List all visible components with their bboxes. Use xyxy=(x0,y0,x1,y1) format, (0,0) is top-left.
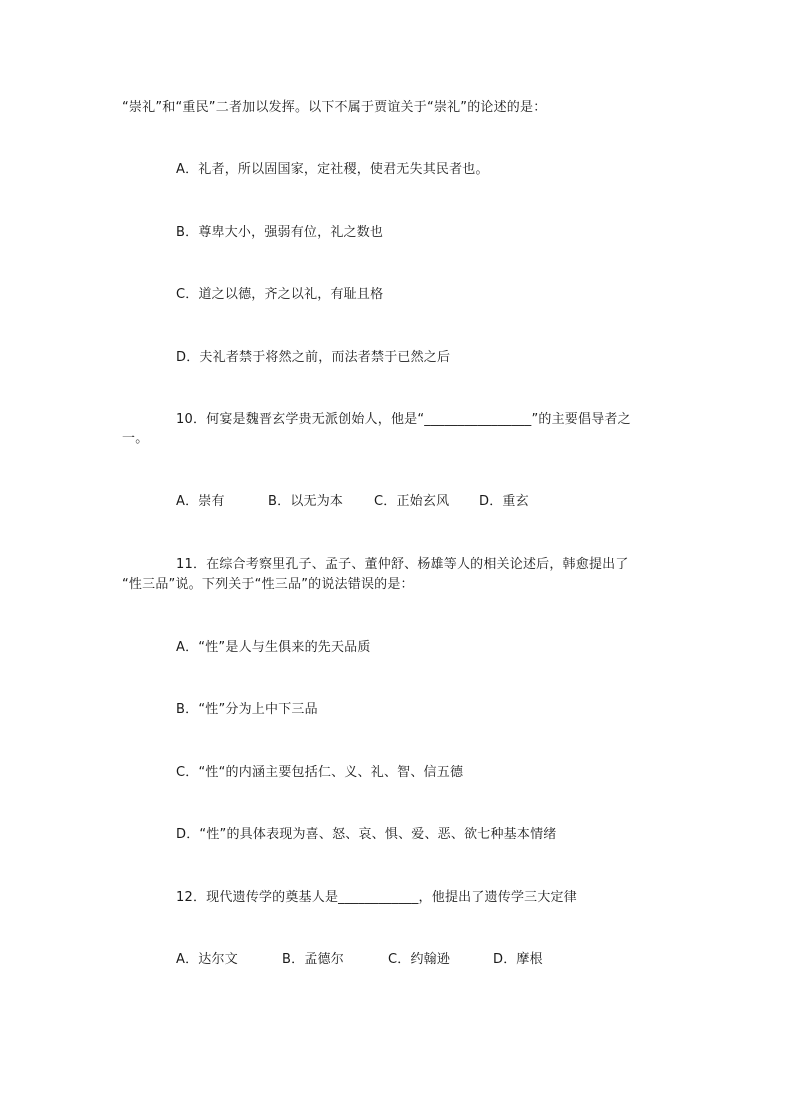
q9-option-a: A．礼者，所以固国家，定社稷，使君无失其民者也。 xyxy=(176,162,489,177)
q12-option-b: B．孟德尔 xyxy=(282,952,344,967)
q10-option-b: B．以无为本 xyxy=(268,494,344,509)
q11-stem-line1: 11．在综合考察里孔子、孟子、董仲舒、杨雄等人的相关论述后，韩愈提出了 xyxy=(176,557,629,572)
q10-option-d: D．重玄 xyxy=(479,494,529,509)
q12-option-c: C．约翰逊 xyxy=(388,952,451,967)
q9-option-d: D．夫礼者禁于将然之前，而法者禁于已然之后 xyxy=(176,350,451,365)
q12-options-row xyxy=(176,952,543,968)
q12-option-d: D．摩根 xyxy=(493,952,543,967)
q9-option-c: C．道之以德，齐之以礼，有耻且格 xyxy=(176,287,384,302)
q11-option-c: C．“性“的内涵主要包括仁、义、礼、智、信五德 xyxy=(176,765,464,780)
q10-options-row xyxy=(176,494,529,510)
q11-option-b: B．“性”分为上中下三品 xyxy=(176,702,318,717)
q10-stem-line1: 10．何宴是魏晋玄学贵无派创始人，他是“________________”的主要倡导者之 xyxy=(176,412,631,427)
q11-option-a: A．“性”是人与生俱来的先天品质 xyxy=(176,640,371,655)
q11-option-d: D．“性”的具体表现为喜、怒、哀、惧、爱、恶、欲七种基本情绪 xyxy=(176,827,557,842)
q10-option-c: C．正始玄风 xyxy=(374,494,450,509)
q12-stem-line1: 12．现代遗传学的奠基人是____________，他提出了遗传学三大定律 xyxy=(176,890,577,905)
q9-stem-line2: “崇礼”和“重民”二者加以发挥。以下不属于贾谊关于“崇礼”的论述的是： xyxy=(122,100,547,115)
q9-option-b: B．尊卑大小，强弱有位，礼之数也 xyxy=(176,225,384,240)
q10-option-a: A．崇有 xyxy=(176,494,225,509)
q12-option-a: A．达尔文 xyxy=(176,952,238,967)
q10-stem-line2: 一。 xyxy=(122,431,149,446)
q11-stem-line2: “性三品”说。下列关于“性三品”的说法错误的是： xyxy=(122,577,414,592)
